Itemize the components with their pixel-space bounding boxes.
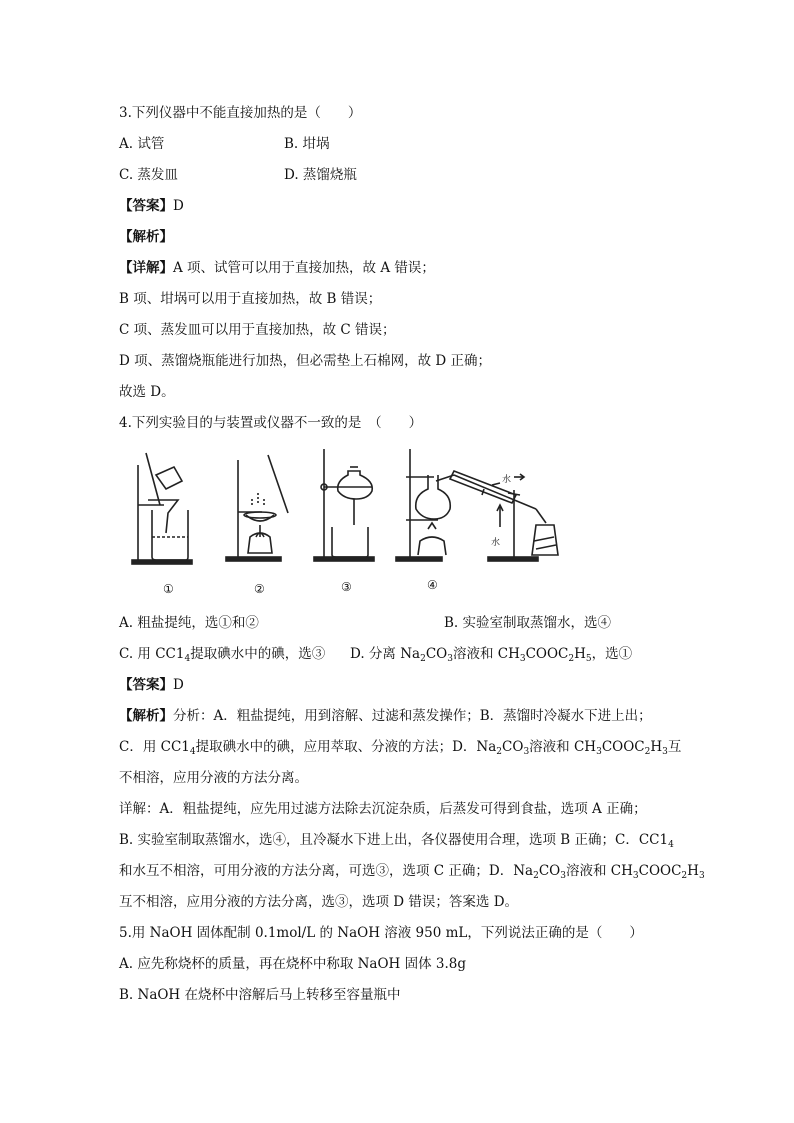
q4-analysis-2: C．用 $CC1_4$提取碘水中的碘，应用萃取、分液的方法；D．$Na_2CO_3$溶液和 $CH_3COOC_2H_3$互 xyxy=(119,739,682,757)
figure-label-2: ② xyxy=(254,582,265,596)
q5-option-a: A. 应先称烧杯的质量，再在烧杯中称取 NaOH 固体 3.8g xyxy=(119,956,467,972)
distillation-apparatus xyxy=(396,449,558,561)
figure-label-4: ④ xyxy=(427,578,438,592)
analysis-tag: 【解析】 xyxy=(119,708,173,724)
water-label-out: 水 xyxy=(502,475,512,485)
figure-label-1: ① xyxy=(163,582,174,596)
detail-text: A 项、试管可以用于直接加热，故 A 错误； xyxy=(173,260,435,276)
q4-option-c: C. 用 $CC1_4$提取碘水中的碘，选③ xyxy=(119,646,326,664)
answer-tag: 【答案】 xyxy=(119,677,173,693)
q4-detail-3: 和水互不相溶，可用分液的方法分离，可选③，选项 C 正确；D．$Na_2CO_3$溶液和 $CH_3COOC_2H_3$ xyxy=(119,863,705,881)
q3-detail-3: C 项、蒸发皿可以用于直接加热，故 C 错误； xyxy=(119,322,396,338)
figure-label-3: ③ xyxy=(341,580,352,594)
answer-value: D xyxy=(173,198,184,214)
q4-analysis-1: 【解析】分析：A．粗盐提纯，用到溶解、过滤和蒸发操作；B．蒸馏时冷凝水下进上出； xyxy=(119,708,652,724)
q4-option-a: A. 粗盐提纯，选①和② xyxy=(119,615,259,631)
q3-option-c: C. 蒸发皿 xyxy=(119,167,178,183)
q4-detail-1: 详解：A．粗盐提纯，应先用过滤方法除去沉淀杂质，后蒸发可得到食盐，选项 A 正确； xyxy=(119,801,647,817)
q3-answer xyxy=(119,197,184,215)
answer-value: D xyxy=(173,677,184,693)
q3-detail-1 xyxy=(119,259,435,277)
apparatus-figure xyxy=(126,445,586,595)
q3-detail-5: 故选 D。 xyxy=(119,384,175,400)
q3-option-a: A. 试管 xyxy=(119,136,165,152)
q3-option-b: B. 坩埚 xyxy=(284,136,330,152)
evaporation-apparatus xyxy=(226,455,288,561)
q3-detail-4: D 项、蒸馏烧瓶能进行加热，但必需垫上石棉网，故 D 正确； xyxy=(119,353,492,369)
q4-detail-2: B. 实验室制取蒸馏水，选④，且冷凝水下进上出，各仪器使用合理，选项 B 正确；C．$CC1_4$ xyxy=(119,832,674,850)
q5-option-b: B. NaOH 在烧杯中溶解后马上转移至容量瓶中 xyxy=(119,987,401,1003)
q4-analysis-3: 不相溶，应用分液的方法分离。 xyxy=(119,770,308,786)
apparatus-drawing xyxy=(126,445,586,595)
separatory-funnel-apparatus xyxy=(314,449,374,561)
q3-analysis-tag: 【解析】 xyxy=(119,229,173,245)
answer-tag: 【答案】 xyxy=(119,198,173,214)
q4-option-b: B. 实验室制取蒸馏水，选④ xyxy=(444,615,612,631)
q3-stem: 3.下列仪器中不能直接加热的是（ ） xyxy=(119,105,362,121)
q4-detail-4: 互不相溶，应用分液的方法分离，选③，选项 D 错误；答案选 D。 xyxy=(119,894,519,910)
detail-tag: 【详解】 xyxy=(119,260,173,276)
water-label-in: 水 xyxy=(491,538,501,548)
q3-detail-2: B 项、坩埚可以用于直接加热，故 B 错误； xyxy=(119,291,382,307)
q3-option-d: D. 蒸馏烧瓶 xyxy=(284,167,357,183)
q4-answer xyxy=(119,676,184,694)
q4-option-d: D. 分离 $Na_2CO_3$溶液和 $CH_3COOC_2H_5$，选① xyxy=(350,646,633,664)
q4-stem: 4.下列实验目的与装置或仪器不一致的是 （ ） xyxy=(119,415,423,431)
q5-stem: 5.用 NaOH 固体配制 0.1mol/L 的 NaOH 溶液 950 mL，下列说法正确的是（ ） xyxy=(119,925,643,941)
filtration-apparatus xyxy=(132,453,192,564)
